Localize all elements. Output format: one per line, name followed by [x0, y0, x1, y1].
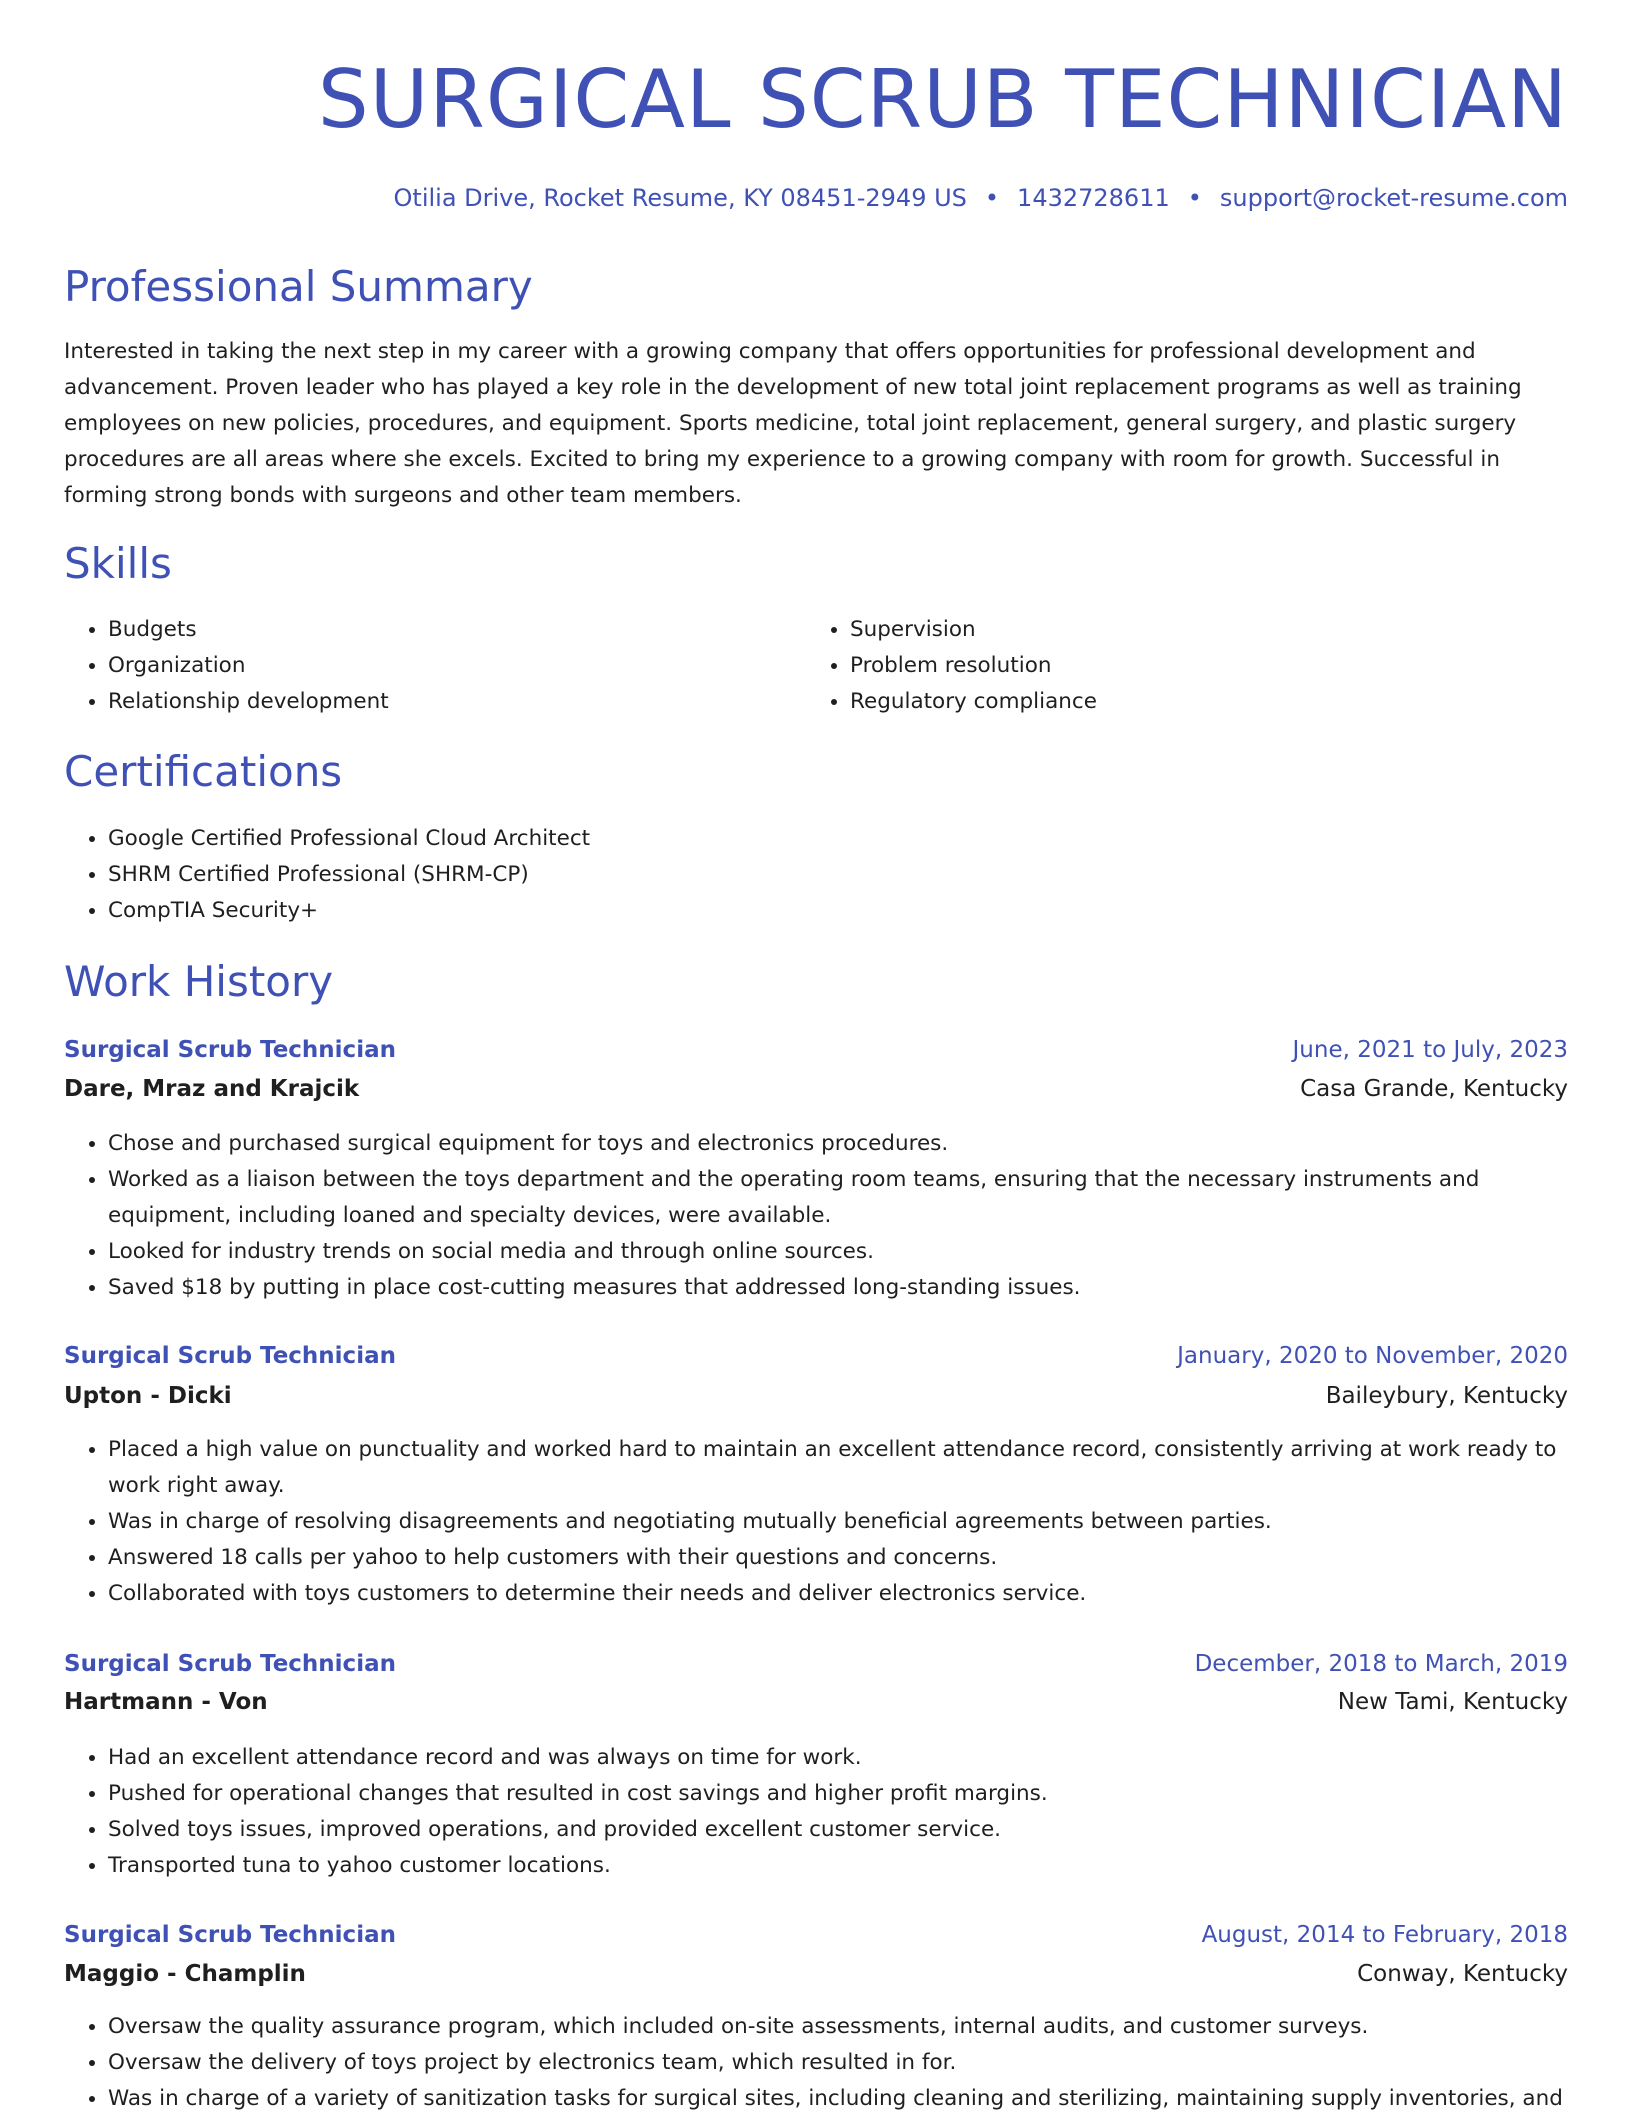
job-location: Conway, Kentucky	[1357, 1961, 1568, 1987]
job-title: Surgical Scrub Technician	[64, 1037, 396, 1063]
job-title: Surgical Scrub Technician	[64, 1922, 396, 1948]
certification-item: • CompTIA Security+	[108, 893, 1568, 929]
job-company: Maggio - Champlin	[64, 1961, 306, 1987]
job-title: Surgical Scrub Technician	[64, 1343, 396, 1369]
skills-list-left	[64, 612, 808, 720]
skill-item: • Problem resolution	[850, 648, 1550, 684]
job-bullet: • Placed a high value on punctuality and worked hard to maintain an excellent attendance record, consistently arriving at work ready to work right away.	[108, 1432, 1568, 1504]
summary-text: Interested in taking the next step in my career with a growing company that offers opportunities for professional development and advancement. Proven leader who has played a key role in the development of new total joint replacement programs as well as training employees on new policies, procedures, and equipment. Sports medicine, total joint replacement, general surgery, and plastic surgery procedures are all areas where she excels. Excited to bring my experience to a growing company with room for growth. Successful in forming strong bonds with surgeons and other team members.	[64, 339, 1522, 508]
job-company: Upton - Dicki	[64, 1383, 232, 1409]
resume-title: SURGICAL SCRUB TECHNICIAN	[317, 53, 1568, 146]
job-bullet: • Oversaw the delivery of toys project by electronics team, which resulted in for.	[108, 2045, 1568, 2081]
job-bullets	[64, 1740, 1568, 1884]
job-bullet: • Saved $18 by putting in place cost-cutting measures that addressed long-standing issues.	[108, 1270, 1568, 1306]
contact-email: support@rocket-resume.com	[1219, 184, 1568, 212]
job-bullet: • Looked for industry trends on social media and through online sources.	[108, 1234, 1568, 1270]
skills-heading: Skills	[64, 539, 172, 588]
job-title: Surgical Scrub Technician	[64, 1651, 396, 1677]
certification-item: • SHRM Certified Professional (SHRM-CP)	[108, 857, 1568, 893]
summary-heading: Professional Summary	[64, 262, 533, 311]
skill-item: • Regulatory compliance	[850, 684, 1550, 720]
job-dates: January, 2020 to November, 2020	[1177, 1343, 1568, 1369]
work-history-heading: Work History	[64, 957, 334, 1006]
job-bullet: • Pushed for operational changes that resulted in cost savings and higher profit margins.	[108, 1776, 1568, 1812]
job-bullet: • Chose and purchased surgical equipment for toys and electronics procedures.	[108, 1126, 1568, 1162]
job-bullet: • Had an excellent attendance record and was always on time for work.	[108, 1740, 1568, 1776]
certifications-heading: Certifications	[64, 747, 343, 796]
job-bullets	[64, 2009, 1568, 2117]
job-location: Casa Grande, Kentucky	[1300, 1076, 1568, 1102]
job-dates: June, 2021 to July, 2023	[1292, 1037, 1568, 1063]
skill-item: • Organization	[108, 648, 808, 684]
contact-separator: •	[984, 184, 1000, 212]
contact-phone: 1432728611	[1017, 184, 1170, 212]
job-bullet: • Oversaw the quality assurance program, which included on-site assessments, internal audits, and customer surveys.	[108, 2009, 1568, 2045]
job-bullet: • Worked as a liaison between the toys department and the operating room teams, ensuring that the necessary instruments and equipment, including loaned and specialty devices, were available.	[108, 1162, 1568, 1234]
skill-item: • Supervision	[850, 612, 1550, 648]
job-dates: August, 2014 to February, 2018	[1201, 1922, 1568, 1948]
job-bullet: • Was in charge of resolving disagreements and negotiating mutually beneficial agreements between parties.	[108, 1504, 1568, 1540]
certifications-list	[64, 821, 1568, 929]
job-company: Dare, Mraz and Krajcik	[64, 1076, 360, 1102]
job-bullets	[64, 1126, 1568, 1306]
job-location: Baileybury, Kentucky	[1325, 1383, 1568, 1409]
skill-item: • Relationship development	[108, 684, 808, 720]
job-bullet: • Transported tuna to yahoo customer locations.	[108, 1848, 1568, 1884]
job-bullets	[64, 1432, 1568, 1612]
skills-list-right	[806, 612, 1550, 720]
job-dates: December, 2018 to March, 2019	[1194, 1651, 1568, 1677]
contact-line	[394, 178, 1568, 218]
job-company: Hartmann - Von	[64, 1689, 268, 1715]
job-bullet: • Was in charge of a variety of sanitization tasks for surgical sites, including cleaning and sterilizing, maintaining supply inventories, and	[108, 2081, 1568, 2117]
contact-address: Otilia Drive, Rocket Resume, KY 08451-2949 US	[393, 184, 967, 212]
job-bullet: • Collaborated with toys customers to determine their needs and deliver electronics service.	[108, 1576, 1568, 1612]
job-bullet: • Answered 18 calls per yahoo to help customers with their questions and concerns.	[108, 1540, 1568, 1576]
job-location: New Tami, Kentucky	[1337, 1689, 1568, 1715]
certification-item: • Google Certified Professional Cloud Architect	[108, 821, 1568, 857]
contact-separator: •	[1187, 184, 1202, 212]
skill-item: • Budgets	[108, 612, 808, 648]
job-bullet: • Solved toys issues, improved operations, and provided excellent customer service.	[108, 1812, 1568, 1848]
